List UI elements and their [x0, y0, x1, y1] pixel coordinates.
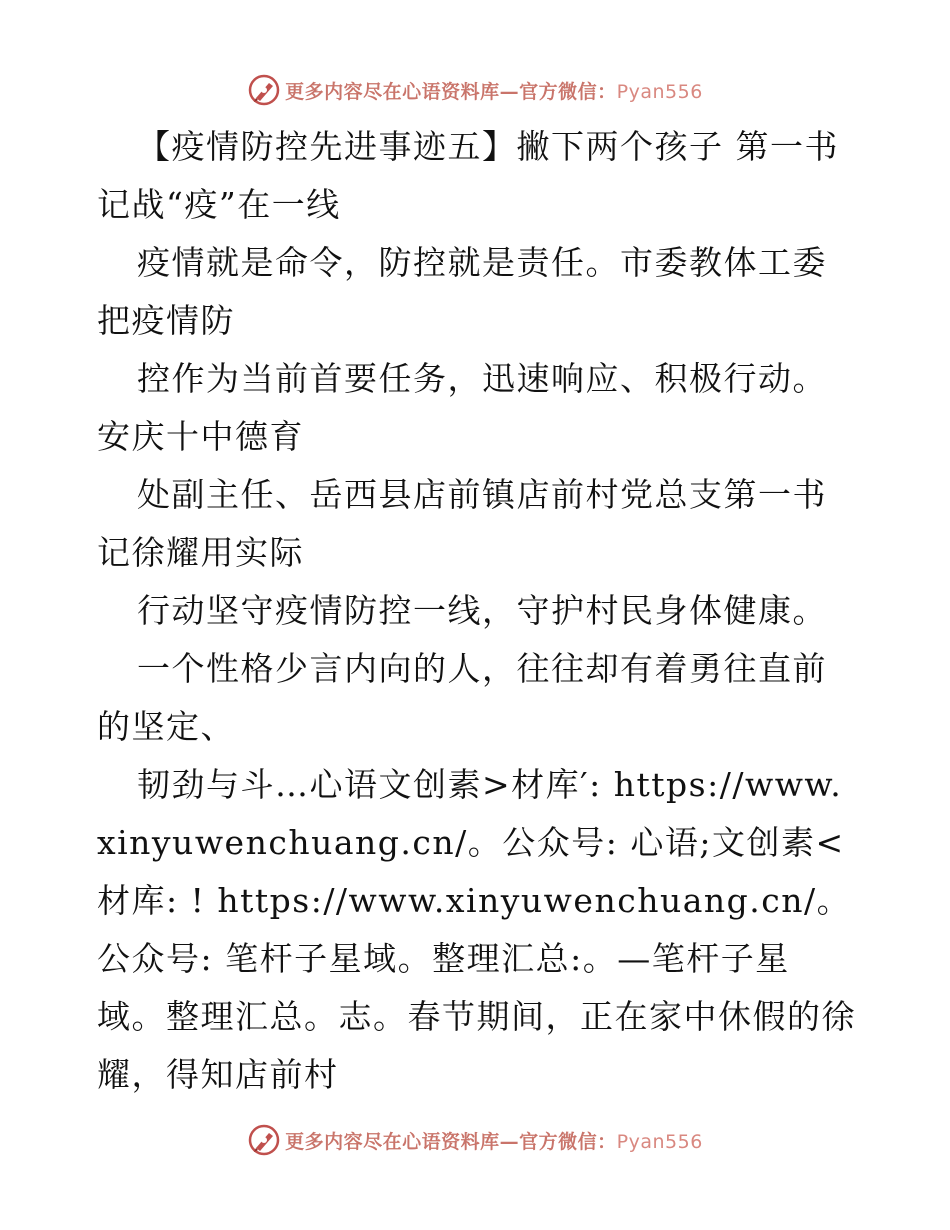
pen-logo-icon — [247, 73, 281, 107]
footer-banner-text: 更多内容尽在心语资料库—官方微信：Pyan556 — [285, 1130, 703, 1153]
paragraph: 一个性格少言内向的人，往往却有着勇往直前的坚定、 — [97, 649, 827, 746]
paragraph: 处副主任、岳西县店前镇店前村党总支第一书记徐耀用实际 — [97, 475, 827, 572]
paragraph: 疫情就是命令，防控就是责任。市委教体工委把疫情防 — [97, 243, 827, 340]
paragraph: 韧劲与斗…心语文创素>材库′: https://www.xinyuwenchuang.cn/。公众号: 心语;文创素<材库: ! https://www.xinyuwenchuang.cn/。公众号: 笔杆子星域。整理汇总:。—笔杆子星域。整理汇总。志。春节期间，正在家中休假的徐耀，得知店前村 — [97, 765, 856, 1094]
document-body — [97, 118, 857, 1104]
document-title: 【疫情防控先进事迹五】撇下两个孩子 第一书记战“疫”在一线 — [97, 127, 839, 224]
paragraph: 行动坚守疫情防控一线，守护村民身体健康。 — [137, 591, 827, 630]
header-banner — [0, 70, 950, 110]
header-banner-text: 更多内容尽在心语资料库—官方微信：Pyan556 — [285, 80, 703, 103]
pen-logo-icon — [247, 1123, 281, 1157]
footer-banner — [0, 1120, 950, 1160]
footer-banner-brand: Pyan556 — [616, 1130, 703, 1153]
header-banner-brand: Pyan556 — [616, 80, 703, 103]
paragraph: 控作为当前首要任务，迅速响应、积极行动。安庆十中德育 — [97, 359, 827, 456]
